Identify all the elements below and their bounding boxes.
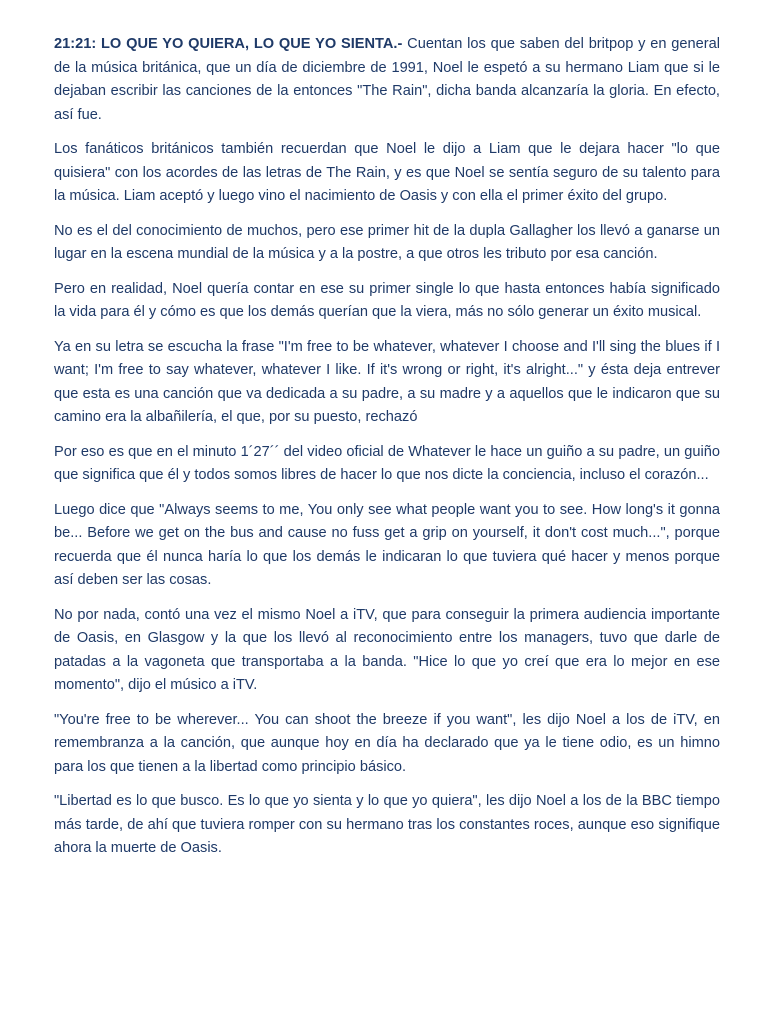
paragraph-8: No por nada, contó una vez el mismo Noel a iTV, que para conseguir la primera audiencia importante de Oasis, en Glasgow y la que los llevó al reconocimiento entre los managers, tuvo que darle de patadas a la vagoneta que transportaba a la banda. "Hice lo que yo creí que era lo mejor en ese momento", dijo el músico a iTV. (54, 606, 720, 693)
paragraph-7: Luego dice que "Always seems to me, You only see what people want you to see. How long's it gonna be... Before we get on the bus and cause no fuss get a grip on yourself, it don't cost much...", porque recuerda que él nunca haría lo que los demás le indicaran lo que tuviera qué hacer y menos porque así deben ser las cosas. (54, 501, 720, 588)
paragraph-5: Ya en su letra se escucha la frase "I'm free to be whatever, whatever I choose and I'll sing the blues if I want; I'm free to say whatever, whatever I like. If it's wrong or right, it's alright..." y ésta deja entrever que esta es una canción que va dedicada a su padre, a su madre y a aquellos que le indicaron que su camino era la albañilería, el que, por su puesto, rechazó (54, 338, 720, 425)
paragraph-6: Por eso es que en el minuto 1´27´´ del video oficial de Whatever le hace un guiño a su padre, un guiño que significa que él y todos somos libres de hacer lo que nos dicte la conciencia, incluso el corazón... (54, 443, 720, 483)
paragraph-2: Los fanáticos británicos también recuerdan que Noel le dijo a Liam que le dejara hacer "lo que quisiera" con los acordes de las letras de The Rain, y es que Noel se sentía seguro de su talento para la música. Liam aceptó y luego vino el nacimiento de Oasis y con ella el primer éxito del grupo. (54, 141, 720, 204)
paragraph-4: Pero en realidad, Noel quería contar en ese su primer single lo que hasta entonces había significado la vida para él y cómo es que los demás querían que la viera, más no sólo generar un éxito musical. (54, 280, 720, 320)
paragraph-3: No es el del conocimiento de muchos, pero ese primer hit de la dupla Gallagher los llevó a ganarse un lugar en la escena mundial de la música y a la postre, a que otros les tributo por esa canción. (54, 222, 720, 262)
article-title: 21:21: LO QUE YO QUIERA, LO QUE YO SIENTA.- (54, 36, 403, 52)
paragraph-text: Cuentan los que saben del britpop y en general de la música británica, que un día de diciembre de 1991, Noel le espetó a su hermano Liam que si le dejaban escribir las canciones de la entonces "The Rain", dicha banda alcanzaría la gloria. En efecto, así fue. (54, 36, 720, 123)
document-body (54, 33, 720, 872)
paragraph-10: "Libertad es lo que busco. Es lo que yo sienta y lo que yo quiera", les dijo Noel a los de la BBC tiempo más tarde, de ahí que tuviera romper con su hermano tras los constantes roces, aunque eso signifique ahora la muerte de Oasis. (54, 793, 720, 856)
paragraph-9: "You're free to be wherever... You can shoot the breeze if you want", les dijo Noel a los de iTV, en remembranza a la canción, que aunque hoy en día ha declarado que ya le tiene odio, es un himno para los que tienen a la libertad como principio básico. (54, 711, 720, 775)
paragraph-1 (54, 33, 720, 127)
